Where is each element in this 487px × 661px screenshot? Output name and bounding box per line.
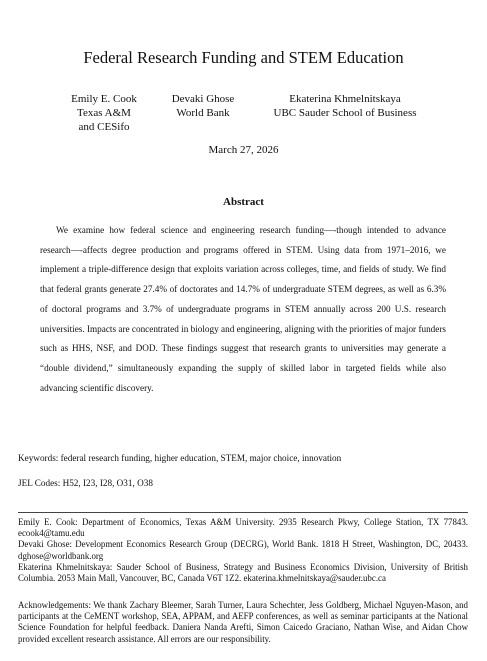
author-name: Emily E. Cook (71, 93, 137, 105)
author-affiliation: UBC Sauder School of Business (273, 107, 417, 119)
author-name: Devaki Ghose (171, 93, 235, 105)
paper-title: Federal Research Funding and STEM Education (83, 48, 404, 67)
author-affiliation: and CESifo (78, 121, 130, 133)
footnote-affiliation-cook: Emily E. Cook: Department of Economics, Texas A&M University. 2935 Research Pkwy, College Station, TX 77843. ecook4@tamu.edu (18, 517, 468, 539)
footnote-affiliation-khmelnitskaya: Ekaterina Khmelnitskaya: Sauder School of Business, Strategy and Business Economics Division, University of British Columbia. 2053 Main Mall, Vancouver, BC, Canada V6T 1Z2. ekaterina.khmelnitskaya@sauder.ubc.ca (18, 561, 468, 584)
footnote-affiliation-ghose: Devaki Ghose: Development Economics Research Group (DECRG), World Bank. 1818 H Street, Washington, DC, 20433. dghose@worldbank.org (18, 539, 468, 561)
keywords: Keywords: federal research funding, higher education, STEM, major choice, innovation (18, 453, 342, 463)
author-block-cook (52, 92, 156, 134)
author-block-khmelnitskaya (252, 92, 438, 120)
footnote-divider (18, 512, 468, 513)
author-affiliation-footnotes (18, 517, 468, 584)
abstract-text: We examine how federal science and engineering research funding—-though intended to advance research—-affects degree production and programs offered in STEM. Using data from 1971–2016, we implement a triple-difference design that exploits variation across colleges, time, and fields of study. We find that federal grants generate 27.4% of doctorates and 14.7% of undergraduate STEM degrees, as well as 6.3% of doctoral programs and 3.7% of undergraduate programs in STEM annually across 200 U.S. research universities. Impacts are concentrated in biology and engineering, aligning with the priorities of major funders such as HHS, NSF, and DOD. These findings suggest that research grants to universities may generate a “double dividend,” simultaneously expanding the supply of skilled labor in targeted fields while also advancing scientific discovery. (40, 225, 446, 393)
author-affiliation: World Bank (176, 107, 230, 119)
author-affiliation: Texas A&M (77, 107, 131, 119)
author-name: Ekaterina Khmelnitskaya (289, 93, 401, 105)
author-block-ghose (160, 92, 246, 120)
jel-codes: JEL Codes: H52, I23, I28, O31, O38 (18, 478, 153, 488)
abstract-heading: Abstract (223, 196, 264, 208)
paper-date: March 27, 2026 (208, 144, 279, 156)
acknowledgements: Acknowledgements: We thank Zachary Bleemer, Sarah Turner, Laura Schechter, Jess Goldberg, Michael Nguyen-Mason, and participants at the CeMENT workshop, SEA, APPAM, and AEFP conferences, as well as seminar participants at the National Science Foundation for helpful feedback. Daniera Nanda Arefti, Simon Caicedo Graciano, Nathan Wise, and Aidan Chow provided excellent research assistance. All errors are our responsibility. (18, 600, 468, 644)
